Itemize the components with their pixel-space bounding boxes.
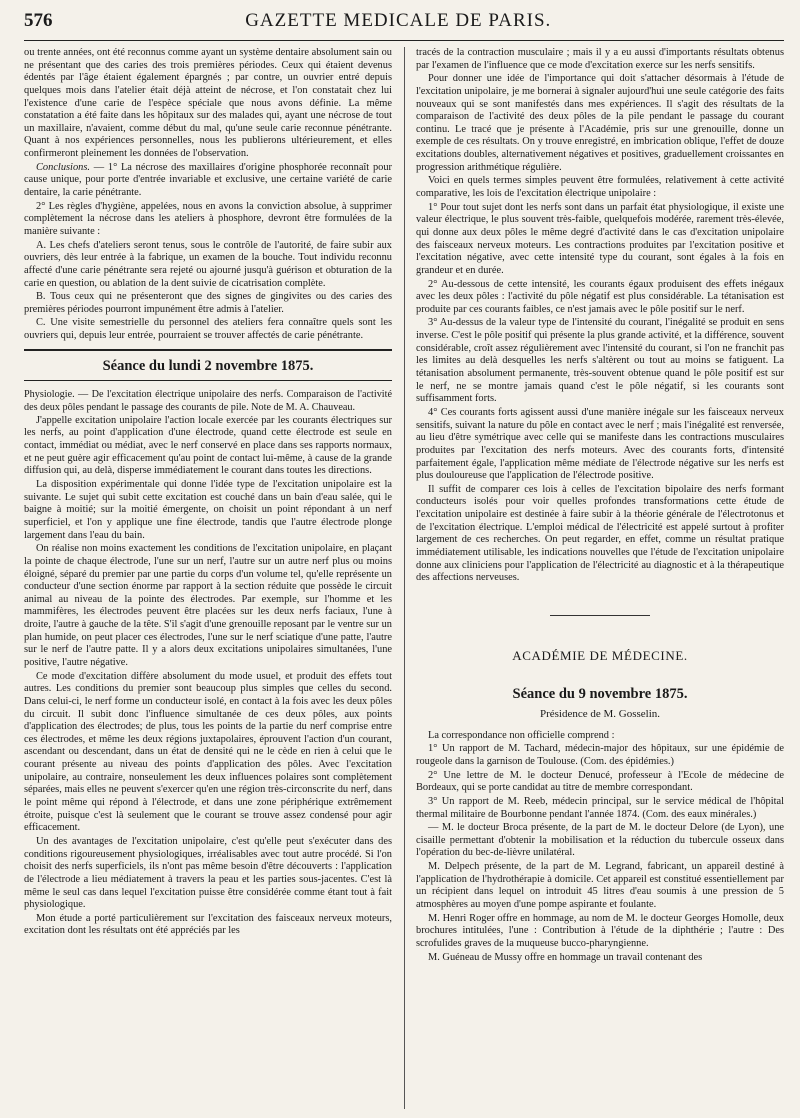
page-number: 576	[24, 10, 53, 31]
column-divider	[404, 47, 405, 1109]
columns	[24, 47, 784, 1109]
paragraph: C. Une visite semestrielle du personnel des ateliers fera connaître quels sont les ouvriers qui, depuis leur entrée, pourraient se trouver affectés de carie pénétrante.	[24, 317, 392, 342]
paragraph: 2° Les règles d'hygiène, appelées, nous en avons la conviction absolue, à supprimer complètement la nécrose dans les ateliers à phosphore, devront être formulées de la manière suivante :	[24, 200, 392, 237]
paragraph: M. Henri Roger offre en hommage, au nom de M. le docteur Georges Homolle, deux brochures intitulées, l'une : Contribution à l'étude de la diphthérie ; l'autre : Des scrofulides graves de la muqueuse bucco-pharyngienne.	[416, 912, 784, 949]
paragraph: On réalise non moins exactement les conditions de l'excitation unipolaire, en plaçant la pointe de chaque électrode, l'une sur un nerf, l'autre sur un autre nerf plus ou moins éloigné, séparé du premier par une partie du corps d'un volume tel, qu'elle représente un conducteur d'une section énorme par rapport à la section réduite que possède le circuit animal au niveau de la pointe des électrodes. Par exemple, sur l'homme et les mammifères, les électrodes peuvent être placées sur les deux nerfs faciaux, l'une à droite, l'autre à gauche de la tête. S'il s'agit d'une grenouille reposant par le ventre sur un plan humide, on peut placer ces électrodes, l'une sur le nerf sciatique d'une patte, l'autre sur le nerf de l'autre patte. Il y a alors deux excitations unipolaires simultanées, l'une positive, l'autre négative.	[24, 543, 392, 668]
paragraph: Voici en quels termes simples peuvent être formulées, relativement à cette activité comparative, les lois de l'excitation électrique unipolaire :	[416, 175, 784, 200]
paragraph: Ce mode d'excitation diffère absolument du mode usuel, et produit des effets tout autres. Les conditions du premier sont beaucoup plus simples que celles du second. Dans celui-ci, le nerf forme un conducteur isolé, en contact à la fois avec les deux pôles du circuit. Il subit donc l'influence simultanée de ces deux pôles, aux points d'application des électrodes; de plus, tous les points de la partie du nerf comprise entre ces électrodes, et même les deux régions juxtapolaires, éprouvent l'action d'un courant, ascendant ou descendant, dans un état de densité qui ne le cède en rien à celui que le courant présente au niveau des points d'application des pôles. Avec l'excitation unipolaire, au contraire, nonseulement les deux influences polaires sont complètement séparées, mais elles ne peuvent s'exercer qu'en une région très-circonscrite du nerf, dans le point même qui répond à l'électrode, et dans une zone périphérique extrêmement étroite, puisque c'est là seulement que le courant se trouve assez condensé pour agir efficacement.	[24, 670, 392, 834]
conclusions-text: — 1° La nécrose des maxillaires d'origine phosphorée reconnaît pour cause unique, pour porte d'entrée invariable et exclusive, une certaine variété de carie dentaire, la carie pénétrante.	[24, 161, 392, 199]
paragraph: Mon étude a porté particulièrement sur l'excitation des faisceaux nerveux moteurs, excitation dont les résultats ont été appréciés par les	[24, 912, 392, 937]
paragraph: 2° Au-dessous de cette intensité, les courants égaux produisent des effets inégaux avec les deux pôles : l'activité du pôle négatif est plus considérable. La tétanisation est produite par ces courants faibles, ce n'est jamais avec le pôle positif sur le nerf.	[416, 278, 784, 315]
session-title: Séance du 9 novembre 1875.	[512, 685, 688, 702]
masthead	[24, 10, 784, 41]
paragraph: J'appelle excitation unipolaire l'action locale exercée par les courants électriques sur les nerfs, au point d'application d'une électrode, quand cette électrode est seule en contact, immédiat ou médiat, avec le nerf conservé en place dans ses rapports normaux, et ne peut guère agir efficacement qu'au point de contact lui-même, à cause de la grande diffusion qui, au delà, disperse immédiatement le courant dans toutes les directions.	[24, 414, 392, 477]
paragraph: Pour donner une idée de l'importance qui doit s'attacher désormais à l'étude de l'excitation unipolaire, je me bornerai à signaler aujourd'hui une seule catégorie des faits nouveaux qui se sont manifestés dans mes expériences. Il s'agit des résultats de la comparaison de l'activité des deux pôles de la pile pendant le passage du courant continu. Le tracé que je présente à l'Académie, pris sur une grenouille, donne un exemple de ces résultats. On y trouve enregistré, en imbrication oblique, l'effet de douze excitations doubles, alternativement négatives et positives, graduellement croissantes en progression arithmétique régulière.	[416, 73, 784, 173]
academy-title: ACADÉMIE DE MÉDECINE.	[512, 647, 688, 663]
conclusions-label: Conclusions.	[36, 161, 90, 173]
paragraph: M. Guéneau de Mussy offre en hommage un travail contenant des	[428, 951, 703, 963]
paragraph: B. Tous ceux qui ne présenteront que des signes de gingivites ou des caries des premières périodes pourront impunément être admis à l'atelier.	[24, 291, 392, 315]
paragraph: 1° Pour tout sujet dont les nerfs sont dans un parfait état physiologique, il existe une valeur électrique, le plus souvent très-faible, quelquefois modérée, rarement très-élevée, qui donne aux deux pôles le même degré d'activité dans le cas d'excitation unipolaire des faisceaux nerveux moteurs. Les contractions produites par l'excitation positive et l'excitation négative, avec cette intensité type du courant, sont égales à la fois en grandeur et en durée.	[416, 201, 784, 276]
section-rule	[24, 380, 392, 381]
paragraph: La correspondance non officielle comprend :	[428, 729, 615, 741]
article-heading: Physiologie. — De l'excitation électrique unipolaire des nerfs. Comparaison de l'activité des deux pôles pendant le passage des courants de pile. Note de M. A. Chauveau.	[24, 389, 392, 413]
paragraph: tracés de la contraction musculaire ; mais il y a eu aussi d'importants résultats obtenus par l'examen de l'influence que ce mode d'excitation exerce sur les nerfs sensitifs.	[416, 47, 784, 71]
paragraph: M. Delpech présente, de la part de M. Legrand, fabricant, un appareil destiné à l'application de l'hydrothérapie à domicile. Cet appareil est constitué essentiellement par un récipient dans lequel on introduit 45 litres d'eau soumis à une pression de 5 atmosphères au moyen d'une pompe aspirante et foulante.	[416, 861, 784, 910]
paragraph: 3° Un rapport de M. Reeb, médecin principal, sur le service médical de l'hôpital thermal militaire de Bourbonne pendant l'année 1874. (Com. des eaux minérales.)	[416, 795, 784, 820]
paragraph: ou trente années, ont été reconnus comme ayant un système dentaire absolument sain ou ne présentant que des caries des trois premières périodes. Ceux qui étaient devenus édentés par l'âge étaient également épargnés ; par contre, un ouvrier entré depuis quelques mois dans l'atelier était déjà atteint de nécrose, et l'on constatait chez lui l'existence d'une carie de l'espèce spéciale que nous avons définie. La même constatation a été faite dans les hôpitaux sur des malades qui, ayant une nécrose de tout un maxillaire, n'avaient, comme début du mal, qu'une seule carie reconnue pénétrante. Quant à nos expériences personnelles, nous les publierons ultérieurement, et elles confirmeront pleinement les données de l'observation.	[24, 47, 392, 160]
paragraph: 3° Au-dessus de la valeur type de l'intensité du courant, l'inégalité se produit en sens inverse. C'est le pôle positif qui présente la plus grande activité, et la différence, souvent considérable, croît assez régulièrement avec l'intensité du courant, si l'on ne franchit pas les limites au delà desquelles les nerfs s'altèrent ou tout au moins se fatiguent. La tétanisation absolument permanente, très-souvent obtenue quand le pôle positif est sur le nerf, ne se montre jamais quand c'est le pôle négatif, si les courants sont suffisamment forts.	[416, 317, 784, 405]
paragraph: — M. le docteur Broca présente, de la part de M. le docteur Delore (de Lyon), une cisaille permettant d'obtenir la mobilisation et la réduction du tubercule osseux dans l'opération du bec-de-lièvre unilatéral.	[416, 822, 784, 859]
right-column	[416, 47, 784, 1109]
paragraph: A. Les chefs d'ateliers seront tenus, sous le contrôle de l'autorité, de faire subir aux ouvriers, dès leur entrée à la fabrique, un examen de la bouche. Tout individu reconnu affecté d'une carie pénétrante sera rejeté ou ajourné jusqu'à guérison et obturation de la carie en question, ou ablation de la dent suivie de cicatrisation complète.	[24, 239, 392, 289]
paragraph: La disposition expérimentale qui donne l'idée type de l'excitation unipolaire est la suivante. Le sujet qui subit cette excitation est couché dans un bain d'eau salée, qui le baigne à moitié; sur la moitié émergente, on choisit un point répondant à un nerf superficiel, et l'on y applique une fine électrode, tandis que l'autre électrode plonge largement dans l'eau du bain.	[24, 479, 392, 541]
paragraph: 4° Ces courants forts agissent aussi d'une manière inégale sur les faisceaux nerveux sensitifs, suivant la nature du pôle en contact avec le nerf ; mais l'inégalité est renversée, au lieu d'être symétrique avec celle qui se manifeste dans les contractions musculaires produites par l'excitation des nerfs moteurs. Avec des courants forts, d'intensité parfaitement égale, l'application même médiate de l'électrode négative sur les nerfs est plus douloureuse que l'application de l'électrode positive.	[416, 406, 784, 482]
presidence-line: Présidence de M. Gosselin.	[539, 708, 661, 721]
journal-title: GAZETTE MEDICALE DE PARIS.	[245, 10, 552, 31]
left-column	[24, 47, 392, 1109]
paragraph: Il suffit de comparer ces lois à celles de l'excitation bipolaire des nerfs formant conducteurs isolés pour voir quelles profondes transformations cette étude de l'excitation unipolaire est destinée à faire subir à la théorie générale de l'électrotonus et de l'excitation électrique. L'emploi médical de l'électricité est appelé surtout à profiter largement de ces recherches. On peut regarder, en effet, comme un résultat pratique immédiatement utilisable, les indications nouvelles que l'étude de l'excitation unipolaire donne aux cliniciens pour l'application de l'électricité au diagnostic et à la thérapeutique des affections nerveuses.	[416, 483, 784, 584]
paragraph: 2° Une lettre de M. le docteur Denucé, professeur à l'Ecole de médecine de Bordeaux, qui se porte candidat au titre de membre correspondant.	[416, 769, 784, 794]
conclusions-paragraph	[24, 162, 392, 200]
session-title: Séance du lundi 2 novembre 1875.	[102, 357, 314, 374]
paragraph: Un des avantages de l'excitation unipolaire, c'est qu'elle peut s'exécuter dans des conditions rigoureusement physiologiques, irréalisables avec tout autre procédé. Si l'on choisit des nerfs superficiels, ils n'ont pas même besoin d'être découverts : l'application de l'électrode a lieu médiatement à travers la peau et les parties sous-jacentes. C'est là même le seul cas dans lequel l'excitation puisse être considérée comme étant tout à fait physiologique.	[24, 835, 392, 911]
newspaper-page	[24, 10, 784, 1110]
paragraph: 1° Un rapport de M. Tachard, médecin-major des hôpitaux, sur une épidémie de rougeole dans la garnison de Toulouse. (Com. des épidémies.)	[416, 743, 784, 767]
section-separator	[550, 615, 650, 616]
section-rule	[24, 349, 392, 351]
